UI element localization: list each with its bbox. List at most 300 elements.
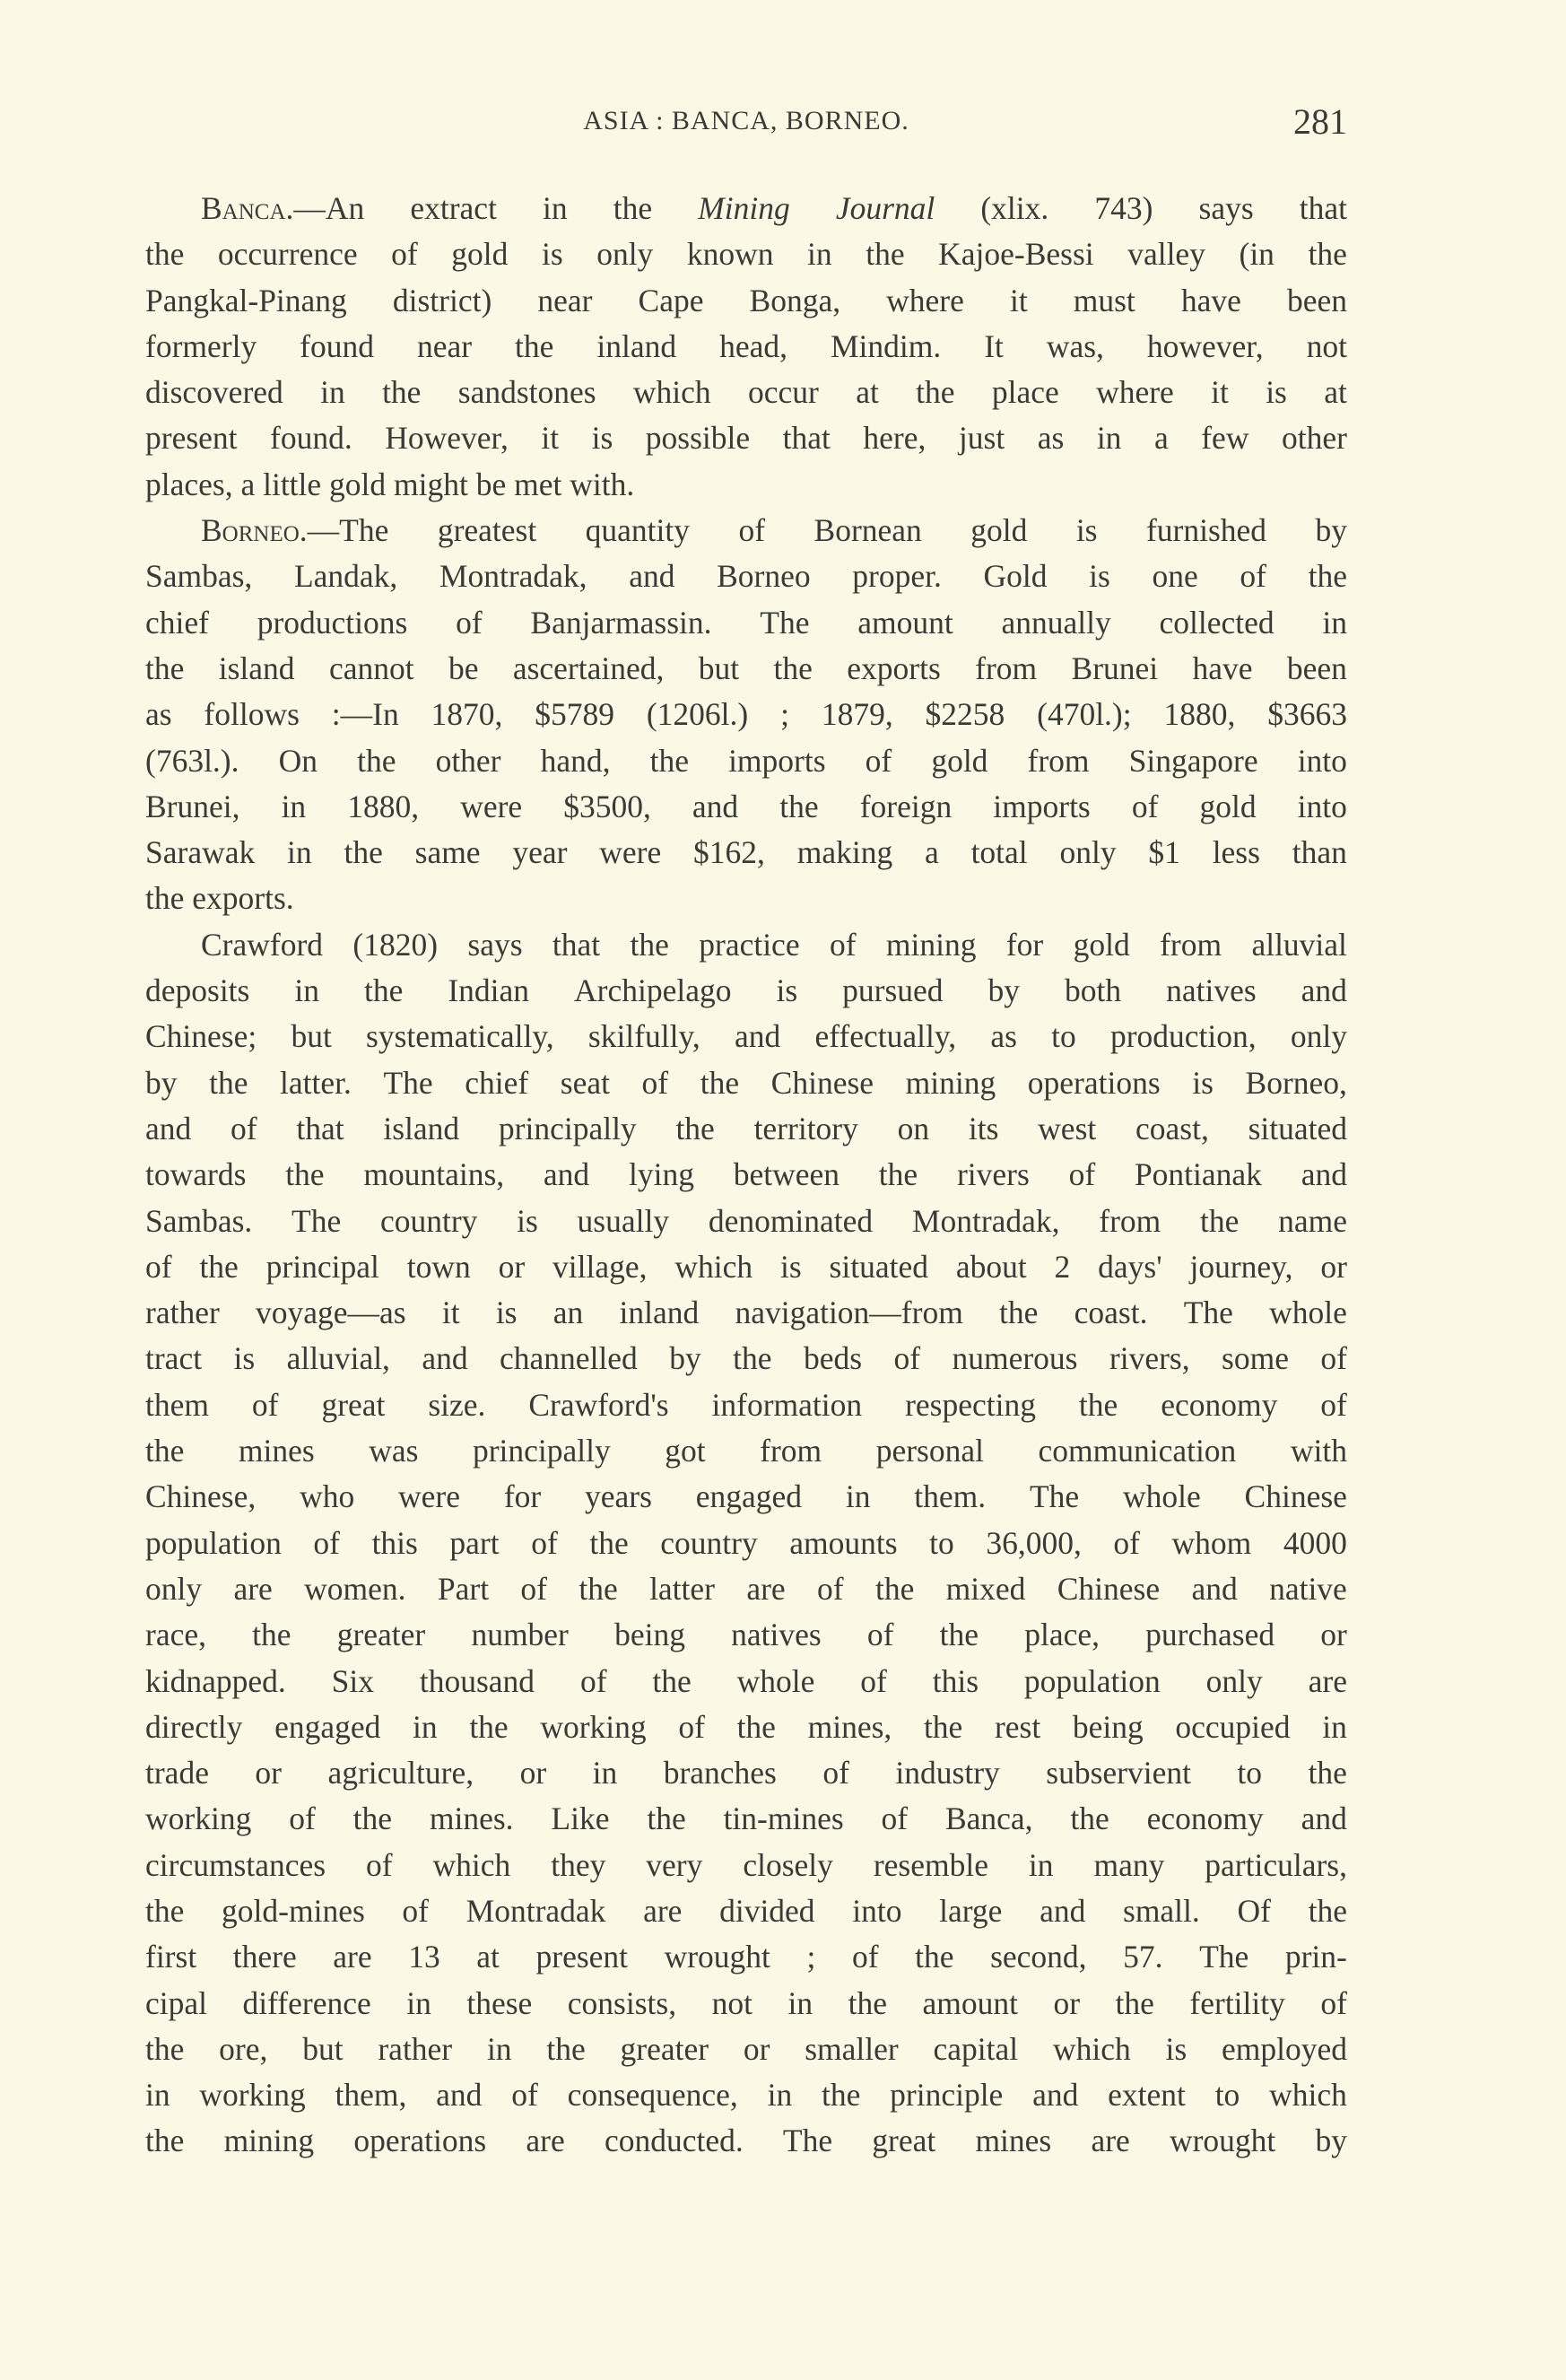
- word: [1038, 1106, 1096, 1152]
- word: [605, 2118, 744, 2164]
- text-line: [145, 324, 1347, 370]
- word: [243, 1981, 371, 2027]
- word: [1028, 738, 1090, 784]
- text: territory: [753, 1110, 858, 1146]
- text: by: [1315, 2123, 1347, 2159]
- word: [1123, 1888, 1200, 1934]
- word: [807, 231, 832, 277]
- word: [709, 1199, 873, 1244]
- text: in: [592, 1755, 618, 1792]
- word: [929, 1521, 954, 1566]
- text: in: [845, 1478, 871, 1515]
- word: [750, 278, 841, 324]
- text: mining: [905, 1064, 996, 1101]
- text: was: [369, 1433, 419, 1469]
- text: mixed: [945, 1570, 1026, 1607]
- word: [199, 1244, 238, 1290]
- text: got: [665, 1433, 706, 1469]
- text: island: [218, 649, 295, 686]
- text: near: [537, 282, 593, 318]
- word: [822, 692, 893, 737]
- word: [252, 1382, 279, 1428]
- word: [592, 415, 613, 461]
- word: [1097, 415, 1122, 461]
- word: [417, 324, 472, 370]
- text: of: [678, 1708, 705, 1745]
- text: being: [1072, 1708, 1144, 1745]
- word: [544, 1152, 589, 1198]
- text: the: [199, 1248, 239, 1285]
- word: [1308, 231, 1346, 277]
- text: consequence,: [567, 2077, 738, 2114]
- text: less: [1212, 834, 1260, 871]
- word: [975, 646, 1037, 692]
- word: [1053, 2027, 1131, 2072]
- text: —The: [307, 512, 389, 549]
- text: second,: [990, 1939, 1087, 1975]
- text: valley: [1127, 236, 1205, 273]
- text: of: [738, 512, 766, 549]
- text: of: [1131, 788, 1159, 824]
- word: [219, 646, 295, 692]
- text: or: [1320, 1617, 1347, 1653]
- text: which: [1052, 2030, 1131, 2067]
- word: [469, 1704, 508, 1750]
- word: [971, 830, 1028, 876]
- text: number: [471, 1617, 569, 1653]
- word: [551, 1843, 605, 1888]
- text: as: [145, 696, 172, 733]
- text: size.: [428, 1386, 486, 1423]
- word: [145, 600, 209, 646]
- word: [993, 784, 1090, 830]
- text: mines,: [807, 1708, 892, 1745]
- text: effectually,: [814, 1018, 957, 1055]
- word: [239, 1428, 315, 1474]
- word: [789, 1521, 897, 1566]
- word: [1291, 1428, 1347, 1474]
- word: [931, 738, 987, 784]
- word: [145, 1704, 242, 1750]
- text: with: [1290, 1433, 1347, 1469]
- text: coast.: [1074, 1295, 1148, 1331]
- text: Singapore: [1128, 742, 1258, 779]
- text: usually: [577, 1202, 670, 1239]
- text: The: [383, 1064, 433, 1101]
- text: circumstances: [145, 1846, 326, 1883]
- word: [814, 508, 922, 554]
- text: were: [599, 834, 662, 871]
- word: [946, 1566, 1026, 1612]
- text: rivers,: [1109, 1340, 1190, 1377]
- text-line: [145, 1796, 1347, 1842]
- text: Mindim.: [830, 327, 942, 364]
- word: [856, 370, 879, 415]
- text: race,: [145, 1617, 206, 1653]
- text: days': [1098, 1248, 1162, 1285]
- word: [347, 784, 419, 830]
- word: [300, 324, 374, 370]
- word: [1108, 2072, 1186, 2118]
- word: [333, 1934, 371, 1980]
- word: [675, 1106, 714, 1152]
- text: large: [939, 1892, 1003, 1929]
- word: [574, 968, 731, 1014]
- text: difference: [242, 1984, 371, 2021]
- text: numerous: [952, 1340, 1078, 1377]
- word: [546, 2027, 585, 2072]
- word: [808, 1704, 892, 1750]
- word: [665, 1934, 770, 1980]
- text: the: [1308, 558, 1347, 595]
- word: [674, 1244, 753, 1290]
- word: [969, 1106, 999, 1152]
- word: [760, 600, 809, 646]
- word: [646, 1843, 702, 1888]
- word: [1074, 278, 1135, 324]
- text: whole: [1122, 1478, 1201, 1515]
- text: of: [822, 1755, 849, 1792]
- text: the: [382, 374, 422, 411]
- text: which: [432, 1846, 511, 1883]
- text: the: [878, 1156, 918, 1193]
- word: [296, 1106, 344, 1152]
- text-line: [145, 415, 1347, 461]
- text: of: [251, 1386, 279, 1423]
- word: [382, 370, 421, 415]
- word: [728, 738, 825, 784]
- text: chief: [145, 604, 209, 641]
- text: is: [541, 236, 563, 273]
- word: [473, 1428, 611, 1474]
- word: [914, 1474, 986, 1520]
- word: [959, 415, 1005, 461]
- word: [734, 1152, 840, 1198]
- word: [1269, 2072, 1347, 2118]
- text: ;: [806, 1939, 816, 1975]
- text: both: [1065, 972, 1122, 1009]
- word: [329, 462, 386, 508]
- text: where: [1096, 374, 1174, 411]
- text: Sambas.: [145, 1202, 253, 1239]
- text: might: [394, 466, 468, 502]
- word: [517, 1199, 538, 1244]
- word: [1127, 231, 1205, 277]
- word: [876, 1428, 984, 1474]
- word: [1215, 2072, 1240, 2118]
- text: and: [1191, 1570, 1238, 1607]
- text: here,: [863, 420, 927, 457]
- text-line: [145, 2118, 1347, 2164]
- word: [938, 231, 1094, 277]
- word: [875, 1566, 914, 1612]
- word: [456, 600, 483, 646]
- text-line: [145, 1382, 1347, 1428]
- text-line: [145, 1428, 1347, 1474]
- text: kidnapped.: [145, 1662, 286, 1699]
- word: [1072, 646, 1159, 692]
- word: [779, 784, 818, 830]
- text: of: [851, 1939, 879, 1975]
- text: The: [1029, 1478, 1080, 1515]
- word: [1200, 1199, 1239, 1244]
- text: to: [1237, 1755, 1263, 1792]
- word: [1199, 784, 1256, 830]
- text: of: [881, 1800, 909, 1837]
- word: [633, 370, 711, 415]
- word: [363, 1152, 504, 1198]
- text: denominated: [708, 1202, 874, 1239]
- text: little: [263, 466, 322, 502]
- word: [890, 2072, 1003, 2118]
- word: [1099, 1199, 1161, 1244]
- text: country: [379, 1202, 478, 1239]
- text: pursued: [842, 972, 944, 1009]
- text: (763l.).: [145, 742, 239, 779]
- text: the: [145, 236, 185, 273]
- word: [145, 1750, 209, 1796]
- text: of: [231, 1110, 257, 1146]
- word: [398, 1474, 460, 1520]
- word: [719, 1888, 814, 1934]
- text: Chinese: [1057, 1570, 1161, 1607]
- running-header: [145, 100, 1347, 145]
- word: [145, 1981, 207, 2027]
- word: [145, 738, 239, 784]
- word: [774, 646, 813, 692]
- text: chief: [465, 1064, 529, 1101]
- text: and: [1301, 1156, 1347, 1193]
- word: [337, 1612, 426, 1658]
- text: which: [1269, 2077, 1347, 2114]
- word: [1315, 2118, 1347, 2164]
- text: rather: [145, 1295, 220, 1331]
- text: :—In: [331, 696, 399, 733]
- word: [320, 370, 345, 415]
- word: [291, 1014, 331, 1059]
- text: the: [779, 788, 819, 824]
- word: [204, 692, 300, 737]
- text: However,: [385, 420, 509, 457]
- word: [1109, 1336, 1190, 1382]
- word: [313, 1521, 340, 1566]
- text: in: [145, 2077, 170, 2114]
- text: Pontianak: [1134, 1156, 1262, 1193]
- word: [619, 1290, 699, 1336]
- word: [364, 968, 403, 1014]
- word: [589, 1521, 628, 1566]
- text: foreign: [859, 788, 953, 824]
- italic-text: Journal: [835, 190, 935, 226]
- word: [1184, 1290, 1233, 1336]
- word: [145, 1843, 326, 1888]
- text: the: [915, 1939, 954, 1975]
- text: exports.: [192, 880, 294, 917]
- word: [712, 1981, 753, 2027]
- word: [407, 1244, 471, 1290]
- word: [664, 1750, 777, 1796]
- word: [1287, 278, 1347, 324]
- text: gold: [329, 466, 387, 502]
- text: extent: [1108, 2077, 1186, 2114]
- word: [369, 1428, 418, 1474]
- text: met: [514, 466, 562, 502]
- word: [542, 231, 563, 277]
- word: [476, 1934, 500, 1980]
- word: [983, 554, 1047, 599]
- text: Pangkal-Pinang: [145, 282, 347, 318]
- word: [145, 1060, 178, 1106]
- text: of: [579, 1662, 607, 1699]
- text-line: [145, 1336, 1347, 1382]
- text: other: [435, 742, 501, 779]
- word: [270, 415, 352, 461]
- text-line: [145, 1152, 1347, 1198]
- word: [540, 1704, 646, 1750]
- text: at: [1324, 374, 1347, 411]
- word: [366, 1014, 554, 1059]
- word: [939, 1888, 1002, 1934]
- text: from: [1160, 926, 1222, 963]
- word: [192, 876, 293, 921]
- word: [380, 1199, 477, 1244]
- word: [922, 1981, 1017, 2027]
- text: few: [1201, 420, 1249, 457]
- text: $162,: [693, 834, 765, 871]
- text: wrought: [664, 1939, 770, 1975]
- word: [1246, 1060, 1347, 1106]
- text: of: [1320, 1340, 1347, 1377]
- word: [1053, 1981, 1080, 2027]
- word: [145, 830, 255, 876]
- text: the: [773, 649, 813, 686]
- word: [629, 554, 674, 599]
- text: or: [1320, 1248, 1347, 1285]
- text: the: [848, 1984, 887, 2021]
- text: $5789: [535, 696, 615, 733]
- text: possible: [645, 420, 751, 457]
- text: It: [984, 327, 1004, 364]
- text: the: [145, 1892, 185, 1929]
- text: principal: [265, 1248, 379, 1285]
- word: [783, 2118, 832, 2164]
- text: the: [357, 742, 396, 779]
- word: [1189, 1244, 1292, 1290]
- text: mines: [975, 2123, 1052, 2159]
- word: [201, 508, 388, 554]
- text: place,: [1024, 1617, 1100, 1653]
- text: the: [145, 1433, 185, 1469]
- text: been: [1286, 282, 1347, 318]
- word: [1146, 508, 1266, 554]
- word: [512, 830, 567, 876]
- text: alluvial,: [286, 1340, 390, 1377]
- word: [224, 2118, 315, 2164]
- text: of: [313, 1524, 340, 1561]
- word: [145, 2072, 170, 2118]
- text: the: [209, 1064, 248, 1101]
- word: [1292, 830, 1347, 876]
- text: and: [1301, 1800, 1347, 1837]
- word: [536, 1934, 629, 1980]
- text-line: [145, 1521, 1347, 1566]
- word: [990, 1934, 1086, 1980]
- text-line: [145, 876, 1347, 921]
- word: [1091, 2118, 1129, 2164]
- word: [471, 1612, 568, 1658]
- text: seat: [560, 1064, 610, 1101]
- word: [879, 1152, 918, 1198]
- word: [353, 1796, 392, 1842]
- word: [831, 324, 941, 370]
- paragraph: [145, 922, 1347, 2165]
- text: at: [476, 1939, 500, 1975]
- text: have: [1180, 282, 1241, 318]
- word: [1073, 1704, 1144, 1750]
- word: [733, 1336, 771, 1382]
- text: from: [975, 649, 1038, 686]
- text: coast,: [1135, 1110, 1209, 1146]
- word: [1110, 1014, 1257, 1059]
- text: the: [515, 327, 554, 364]
- word: [1047, 324, 1104, 370]
- word: [1298, 784, 1347, 830]
- word: [744, 2027, 770, 2072]
- word: [222, 1888, 365, 1934]
- word: [846, 1474, 871, 1520]
- word: [895, 1750, 999, 1796]
- text: be: [475, 466, 507, 502]
- word: [1046, 1750, 1191, 1796]
- text: amounts: [789, 1524, 898, 1561]
- word: [1055, 1244, 1071, 1290]
- word: [992, 370, 1059, 415]
- word: [1266, 370, 1287, 415]
- word: [465, 1060, 528, 1106]
- text: are: [233, 1570, 273, 1607]
- text: very: [646, 1846, 703, 1883]
- text: mountains,: [363, 1156, 505, 1193]
- word: [1287, 646, 1347, 692]
- word: [201, 922, 323, 968]
- text: trade: [145, 1755, 209, 1792]
- word: [847, 646, 941, 692]
- text: these: [466, 1984, 533, 2021]
- text: but: [698, 649, 740, 686]
- word: [420, 1659, 535, 1704]
- text: found.: [270, 420, 352, 457]
- text: Borneo,: [1245, 1064, 1347, 1101]
- text: practice: [699, 926, 800, 963]
- word: [1030, 1474, 1079, 1520]
- word: [1213, 830, 1260, 876]
- word: [893, 1336, 920, 1382]
- word: [642, 1060, 669, 1106]
- word: [496, 1290, 518, 1336]
- text-line: [145, 1060, 1347, 1106]
- text: rather: [378, 2030, 453, 2067]
- small-caps-heading: Banca.: [201, 190, 294, 226]
- word: [252, 1612, 291, 1658]
- text: from: [1027, 742, 1090, 779]
- text: skilfully,: [587, 1018, 700, 1055]
- text: near: [416, 327, 473, 364]
- word: [952, 1336, 1077, 1382]
- word: [665, 1428, 705, 1474]
- text: for: [1005, 926, 1044, 963]
- text: the: [285, 1156, 325, 1193]
- word: [783, 415, 831, 461]
